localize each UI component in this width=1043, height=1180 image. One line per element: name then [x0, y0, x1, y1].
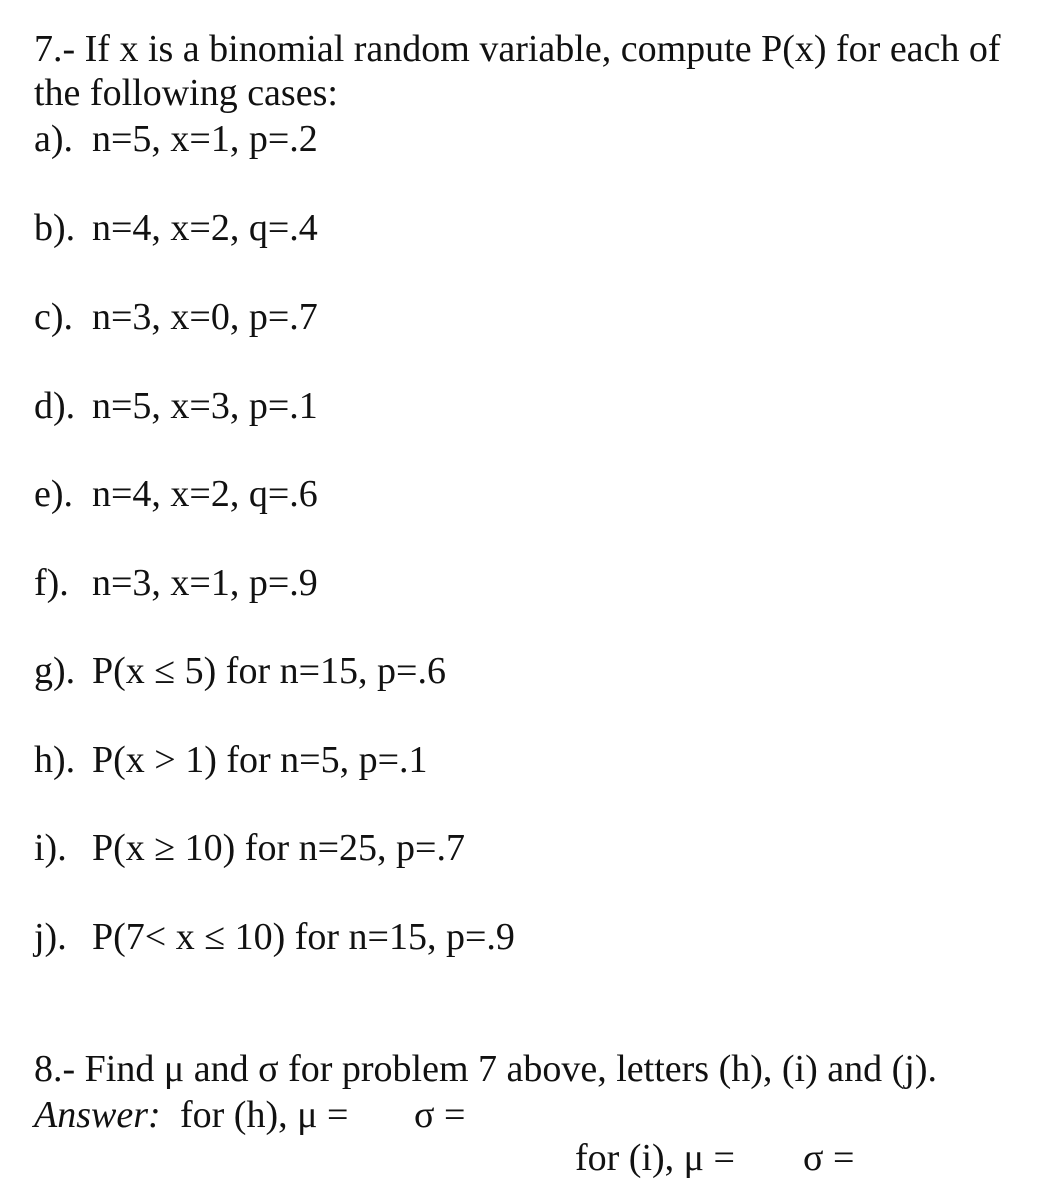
problem-7-item-e	[34, 472, 318, 516]
answer-label: Answer:	[34, 1094, 161, 1136]
problem-7-intro-line-2: the following cases:	[34, 72, 338, 114]
item-text: n=5, x=1, p=.2	[92, 118, 318, 160]
item-text: n=4, x=2, q=.6	[92, 473, 318, 515]
item-label: d).	[34, 385, 76, 427]
item-text: n=3, x=0, p=.7	[92, 296, 318, 338]
item-label: b).	[34, 207, 76, 249]
item-text: P(x ≤ 5) for n=15, p=.6	[92, 650, 446, 692]
problem-7-item-j	[34, 915, 515, 959]
item-text: P(x ≥ 10) for n=25, p=.7	[92, 827, 465, 869]
item-label: j).	[34, 916, 67, 958]
problem-7-item-i	[34, 826, 465, 870]
problem-7-item-a	[34, 117, 318, 161]
item-text: P(x > 1) for n=5, p=.1	[92, 739, 428, 781]
answer-i-sigma: σ =	[803, 1137, 855, 1179]
item-text: n=3, x=1, p=.9	[92, 562, 318, 604]
problem-7-item-h	[34, 738, 428, 782]
problem-7-item-g	[34, 649, 446, 693]
item-label: h).	[34, 739, 76, 781]
item-text: n=5, x=3, p=.1	[92, 385, 318, 427]
problem-7-item-b	[34, 206, 318, 250]
item-label: g).	[34, 650, 76, 692]
item-text: n=4, x=2, q=.4	[92, 207, 318, 249]
answer-h-mu: for (h), μ =	[180, 1094, 349, 1136]
item-label: f).	[34, 562, 69, 604]
answer-h-sigma: σ =	[414, 1094, 466, 1136]
item-label: c).	[34, 296, 74, 338]
item-label: i).	[34, 827, 67, 869]
problem-8-intro: 8.- Find μ and σ for problem 7 above, letters (h), (i) and (j).	[34, 1048, 938, 1090]
item-label: a).	[34, 118, 74, 160]
problem-7-item-f	[34, 561, 318, 605]
item-text: P(7< x ≤ 10) for n=15, p=.9	[92, 916, 515, 958]
answer-i-mu: for (i), μ =	[575, 1137, 735, 1179]
problem-7-item-d	[34, 384, 318, 428]
item-label: e).	[34, 473, 74, 515]
problem-7-item-c	[34, 295, 318, 339]
problem-7-intro-line-1: 7.- If x is a binomial random variable, compute P(x) for each of	[34, 28, 1001, 70]
